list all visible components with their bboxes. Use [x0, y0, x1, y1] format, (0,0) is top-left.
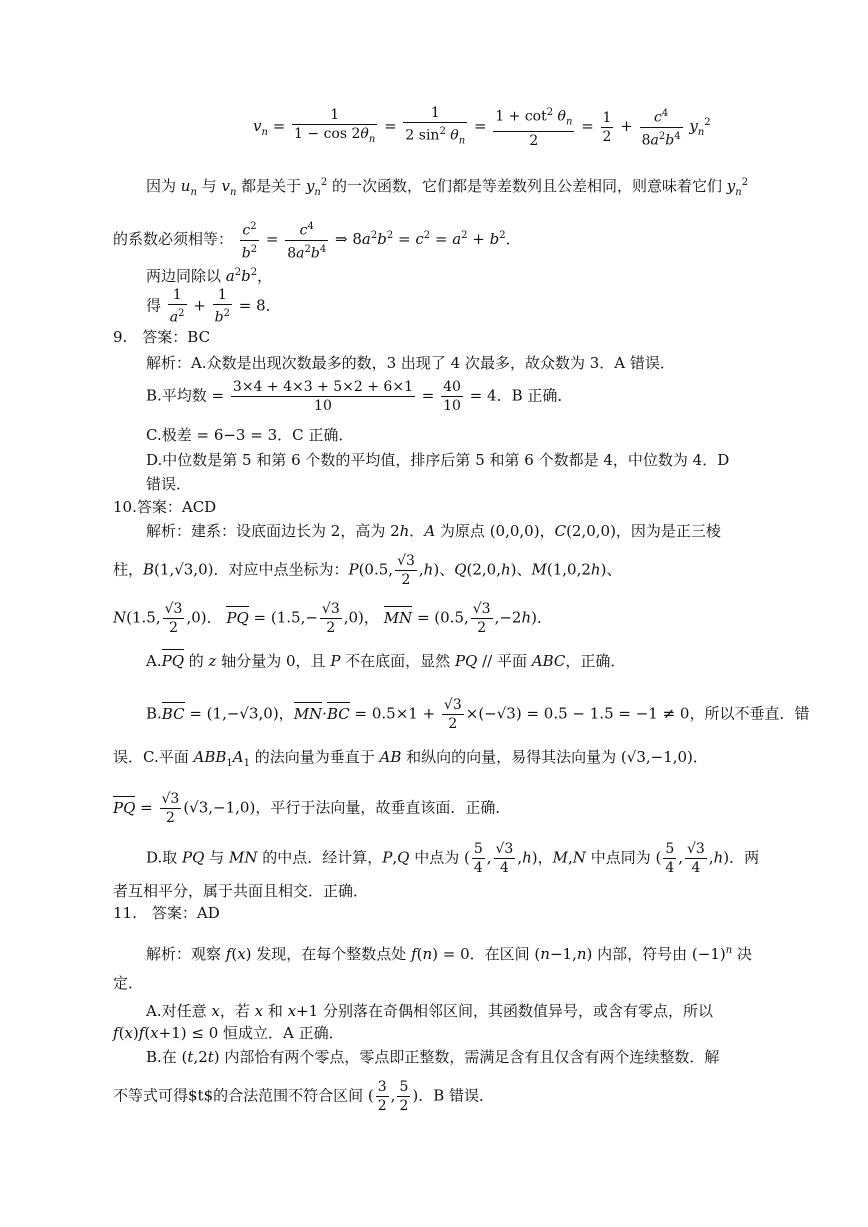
q9-analysis-d: D.中位数是第 5 和第 6 个数的平均值，排序后第 5 和第 6 个数都是 4，中位数为 4．D — [146, 451, 730, 469]
q9-analysis-d-cont: 错误． — [146, 475, 192, 493]
q10-option-b: B.BC = (1,−√3,0)，MN·BC = 0.5×1 + $\frac{√3}{2}$ ×(−√3) = 0.5 − 1.5 = −1 ≠ 0，所以不垂直．错 — [146, 697, 810, 732]
q10-analysis-line: 柱，B(1,√3,0)．对应中点坐标为：P(0.5, $\frac{√3}{2}$ ,h)、Q(2,0,h)、M(1,0,2h)、 — [113, 553, 622, 588]
q11-option-b-cont: 不等式可得$t$的合法范围不符合区间 ( $\frac{3}{2}$ , $\frac{5}{2}$ )．B 错误． — [113, 1079, 495, 1114]
q11-analysis-line: 解析：观察 f(x) 发现，在每个整数点处 f(n) = 0．在区间 (n−1,n) 内部，符号由 $(-1)^n$ 决 — [146, 945, 752, 963]
q11-option-a-cont: f(x)f(x+1) ≤ 0 恒成立．A 正确． — [113, 1024, 344, 1042]
q9-analysis-b: B.平均数 = $\frac{3\times 4 + 4\times 3 + 5\times 2 + 6\times 1}{10}$ = $\frac{40}{10}$ = 4．B 正确． — [146, 379, 573, 414]
q10-option-d-cont: 者互相平分，属于共面且相交．正确． — [113, 882, 369, 900]
paragraph-line: 的系数必须相等： $\frac{c^2}{b^2}$ = $\frac{c^4}{8a^2b^4}$ ⇒ $8a^2b^2 = c^2 = a^2 + b^2$． — [113, 218, 521, 262]
q9-analysis-a: 解析：A.众数是出现次数最多的数，3 出现了 4 次最多，故众数为 3．A 错误． — [146, 354, 675, 372]
q9-answer-heading: 9. 答案：BC — [113, 328, 211, 346]
q9-analysis-c: C.极差 = 6−3 = 3．C 正确． — [146, 426, 354, 444]
q11-option-b: B.在 (t,2t) 内部恰有两个零点，零点即正整数，需满足含有且仅含有两个连续整数．解 — [146, 1048, 720, 1066]
q10-option-a: A.PQ 的 z 轴分量为 0，且 P 不在底面，显然 PQ // 平面 ABC，正确． — [146, 652, 626, 670]
q11-analysis-line-cont: 定． — [113, 974, 144, 992]
q10-analysis-line: 解析：建系：设底面边长为 2，高为 2h．A 为原点 (0,0,0)，C(2,0,0)，因为是正三棱 — [146, 522, 721, 540]
q10-option-d: D.取 PQ 与 MN 的中点．经计算，P,Q 中点为 ( $\frac{5}{4}$ , $\frac{√3}{4}$ ,h)，M,N 中点同为 ( $\frac{5}{4}$ , $\frac{√3}{4}$ ,h)．两 — [146, 841, 760, 876]
paragraph-line: 得 $\frac{1}{a^2}$ + $\frac{1}{b^2}$ = 8． — [146, 287, 281, 326]
q10-answer-heading: 10.答案：ACD — [113, 498, 217, 516]
q11-option-a: A.对任意 x，若 x 和 x+1 分别落在奇偶相邻区间，其函数值异号，或含有零点，所以 — [146, 1002, 713, 1020]
q10-option-c: 误．C.平面 $ABB_1A_1$ 的法向量为垂直于 AB 和纵向的向量，易得其法向量为 (√3,−1,0)． — [113, 748, 708, 769]
formula-vn: $v_n$ = $\frac{1}{1 - \cos 2\theta_n}$ = $\frac{1}{2 \sin^2 \theta_n}$ = $\frac{1 + \cot^2 \theta_n}{2}$ = $\frac{1}{2}$ + $\frac{c^4}{8a^2b^4}$ $y_n^2$ — [253, 105, 711, 150]
paragraph-line: 两边同除以 $a^2b^2$， — [146, 267, 273, 285]
q11-answer-heading: 11. 答案：AD — [113, 904, 220, 922]
q10-option-c-cont: PQ = $\frac{√3}{2}$ (√3,−1,0)，平行于法向量，故垂直该面．正确． — [113, 791, 511, 826]
q10-analysis-line: N(1.5, $\frac{√3}{2}$ ,0)． PQ = (1.5,− $\frac{√3}{2}$ ,0)， MN = (0.5, $\frac{√3}{2}$ ,−2h)． — [113, 601, 553, 636]
paragraph-line: 因为 $u_n$ 与 $v_n$ 都是关于 $y_n^2$ 的一次函数，它们都是等差数列且公差相同，则意味着它们 $y_n^2$ — [146, 177, 749, 198]
